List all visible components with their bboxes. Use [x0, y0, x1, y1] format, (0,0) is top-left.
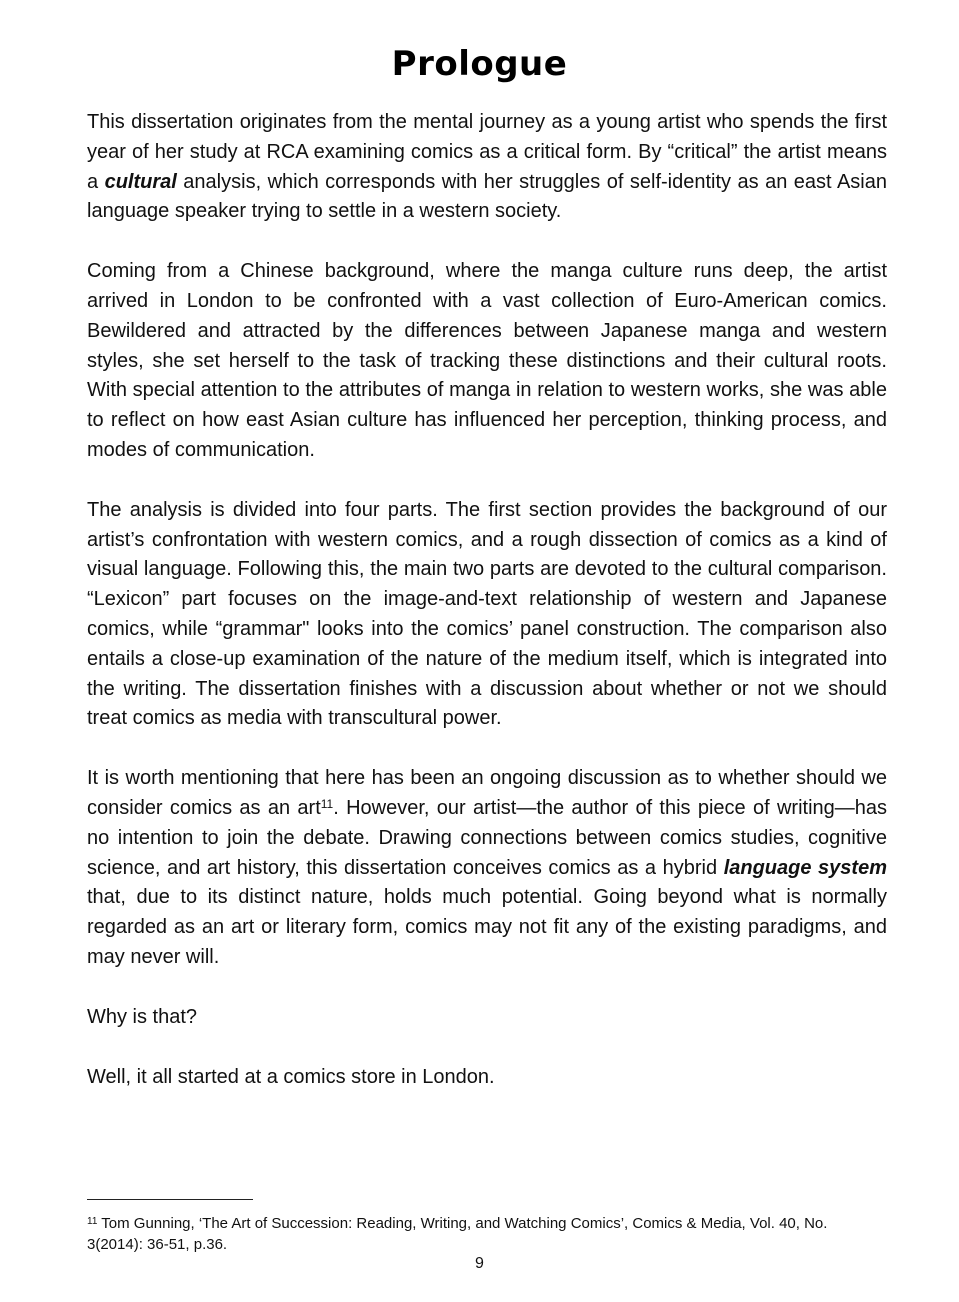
emphasis-cultural: cultural [104, 170, 177, 193]
paragraph-6: Well, it all started at a comics store in London. [87, 1065, 495, 1088]
footnote [87, 1213, 887, 1255]
body-text [87, 108, 887, 1122]
paragraph-2: Coming from a Chinese background, where the manga culture runs deep, the artist arrived in London to be confronted with a vast collection of Euro-American comics. Bewildered and attracted by the differences between Japanese manga and western styles, she set herself to the task of tracking these distinctions and their cultural roots. With special attention to the attributes of manga in relation to western works, she was able to reflect on how east Asian culture has influenced her perception, thinking process, and modes of communication. [87, 260, 887, 461]
page-title: Prologue [391, 44, 568, 84]
footnote-text: Tom Gunning, ‘The Art of Succession: Reading, Writing, and Watching Comics’, Comics & Media, Vol. 40, No. 3(2014): 36-51, p.36. [87, 1215, 828, 1253]
paragraph-3: The analysis is divided into four parts. The first section provides the background of our artist’s confrontation with western comics, and a rough dissection of comics as a kind of visual language. Following this, the main two parts are devoted to the cultural comparison. “Lexicon” part focuses on the image-and-text relationship of western and Japanese comics, while “grammar" looks into the comics’ panel construction. The comparison also entails a close-up examination of the nature of the medium itself, which is integrated into the writing. The dissertation finishes with a discussion about whether or not we should treat comics as media with transcultural power. [87, 498, 887, 730]
footnote-number: 11 [87, 1216, 98, 1227]
paragraph-1: This dissertation originates from the mental journey as a young artist who spends the first year of her study at RCA examining comics as a critical form. By “critical” the artist means a cultural analysis, which corresponds with her struggles of self-identity as an east Asian language speaker trying to settle in a western society. [87, 111, 887, 223]
page-number: 9 [475, 1255, 484, 1272]
emphasis-language-system: language system [723, 856, 887, 879]
paragraph-5: Why is that? [87, 1005, 198, 1028]
footnote-divider [87, 1199, 253, 1200]
footnote-reference: 11 [320, 796, 334, 811]
paragraph-4: It is worth mentioning that here has been an ongoing discussion as to whether should we consider comics as an art$^{11}$. However, our artist—the author of this piece of writing—has no intention to join the debate. Drawing connections between comics studies, cognitive science, and art history, this dissertation conceives comics as a hybrid language system that, due to its distinct nature, holds much potential. Going beyond what is normally regarded as an art or literary form, comics may not fit any of the existing paradigms, and may never will. [87, 767, 888, 968]
